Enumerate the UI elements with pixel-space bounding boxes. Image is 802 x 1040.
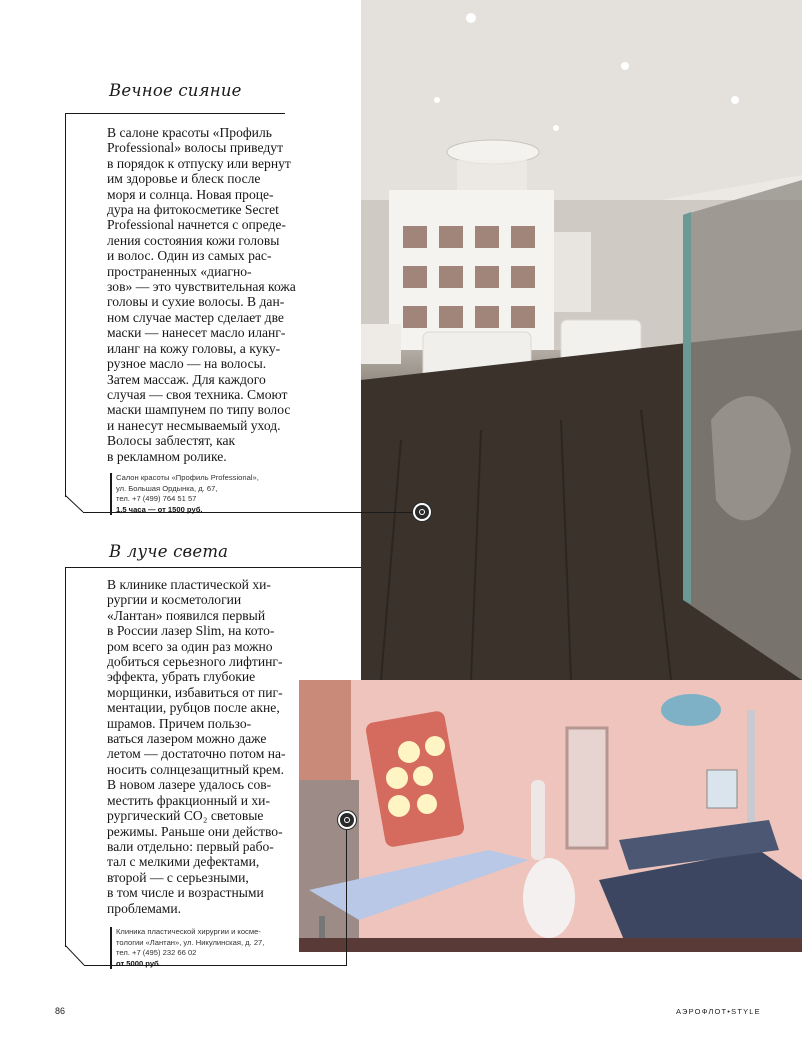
article-2-info (110, 927, 264, 969)
body-line: добиться серьезного лифтинг- (107, 654, 283, 670)
info-line: Клиника пластической хирургии и косме- (116, 927, 261, 936)
article-1-body (107, 125, 296, 464)
body-line: ления состояния кожи головы (107, 232, 280, 248)
body-line: в порядок к отпуску или вернут (107, 155, 291, 171)
body-line: пространенных «диагно- (107, 263, 252, 279)
body-line: и нанесут несмываемый уход. (107, 417, 281, 433)
article-1-top-rule (65, 113, 285, 114)
salon-scene (361, 0, 802, 680)
body-line: В новом лазере удалось сов- (107, 777, 272, 793)
body-line: головы и сухие волосы. В дан- (107, 294, 285, 310)
body-line: проблемами. (107, 900, 182, 916)
body-line: режимы. Раньше они действо- (107, 823, 283, 839)
body-line: в том числе и возрастными (107, 885, 264, 901)
body-line: шрамов. Причем пользо- (107, 715, 252, 731)
info-line: тел. +7 (495) 232 66 02 (116, 948, 197, 958)
body-line: второй — с серьезными, (107, 869, 249, 885)
info-line: ул. Большая Ордынка, д. 67, (116, 483, 218, 493)
body-line: рургии и косметологии (107, 592, 242, 608)
body-line: Professional» волосы приведут (107, 140, 284, 156)
info-line: Салон красоты «Профиль Professional», (116, 473, 259, 482)
body-line: моря и солнца. Новая проце- (107, 186, 274, 202)
body-line: носить солнцезащитный крем. (107, 761, 285, 777)
body-line: Волосы заблестят, как (107, 433, 236, 449)
body-line: в России лазер Slim, на кото- (107, 623, 275, 639)
body-line: иланг на кожу головы, а куку- (107, 340, 281, 356)
body-line: в рекламном ролике. (107, 448, 227, 464)
body-line: им здоровье и блеск после (107, 171, 261, 187)
article-2-bracket-corner (65, 945, 113, 967)
body-line: Затем массаж. Для каждого (107, 371, 266, 387)
body-line: летом — достаточно потом на- (107, 746, 286, 762)
body-line: морщинки, избавиться от пиг- (107, 684, 283, 700)
body-line: рургический CO₂ световые (107, 808, 264, 824)
article-2-title: В луче света (109, 542, 229, 561)
body-line: случая — своя техника. Смоют (107, 386, 288, 402)
article-1-pointer-marker (413, 503, 431, 521)
info-line: тел. +7 (499) 764 51 57 (116, 494, 197, 504)
article-1-left-rule (65, 113, 66, 497)
body-line: местить фракционный и хи- (107, 792, 270, 808)
body-line: В салоне красоты «Профиль (107, 125, 272, 140)
body-line: ваться лазером можно даже (107, 731, 267, 747)
page-number: 86 (55, 1006, 66, 1016)
article-2-body (107, 577, 286, 916)
article-2-pointer-line (346, 825, 347, 966)
body-line: рузное масло — на волосы. (107, 356, 267, 372)
salon-interior-photo (361, 0, 802, 680)
article-1-title: Вечное сияние (109, 81, 242, 100)
body-line: маски шампунем по типу волос (107, 402, 291, 418)
body-line: маски — нанесет масло иланг- (107, 325, 286, 341)
info-line: тологии «Лантан», ул. Никулинская, д. 27, (116, 937, 265, 947)
info-price: 1,5 часа — от 1500 руб. (116, 504, 203, 514)
magazine-name: АЭРОФЛОТ•STYLE (676, 1007, 761, 1016)
article-2-left-rule (65, 567, 66, 947)
body-line: эффекта, убрать глубокие (107, 669, 256, 685)
body-line: ром всего за один раз можно (107, 638, 273, 654)
body-line: вали отдельно: первый рабо- (107, 838, 274, 854)
article-2-pointer-marker (338, 811, 356, 829)
body-line: ментации, рубцов после акне, (107, 700, 280, 716)
body-line: и волос. Один из самых рас- (107, 248, 272, 264)
body-line: «Лантан» появился первый (107, 607, 266, 623)
clinic-scene (299, 680, 802, 952)
body-line: Professional начнется с опреде- (107, 217, 286, 233)
article-2-top-rule (65, 567, 361, 568)
body-line: В клинике пластической хи- (107, 577, 271, 592)
body-line: дура на фитокосметике Secret (107, 202, 279, 218)
info-price: от 5000 руб. (116, 958, 161, 968)
article-1-info (110, 473, 259, 515)
body-line: ном случае мастер сделает две (107, 309, 284, 325)
body-line: зов» — это чувствительная кожа (107, 279, 296, 295)
clinic-room-photo (299, 680, 802, 952)
body-line: тал с мелкими дефектами, (107, 854, 260, 870)
